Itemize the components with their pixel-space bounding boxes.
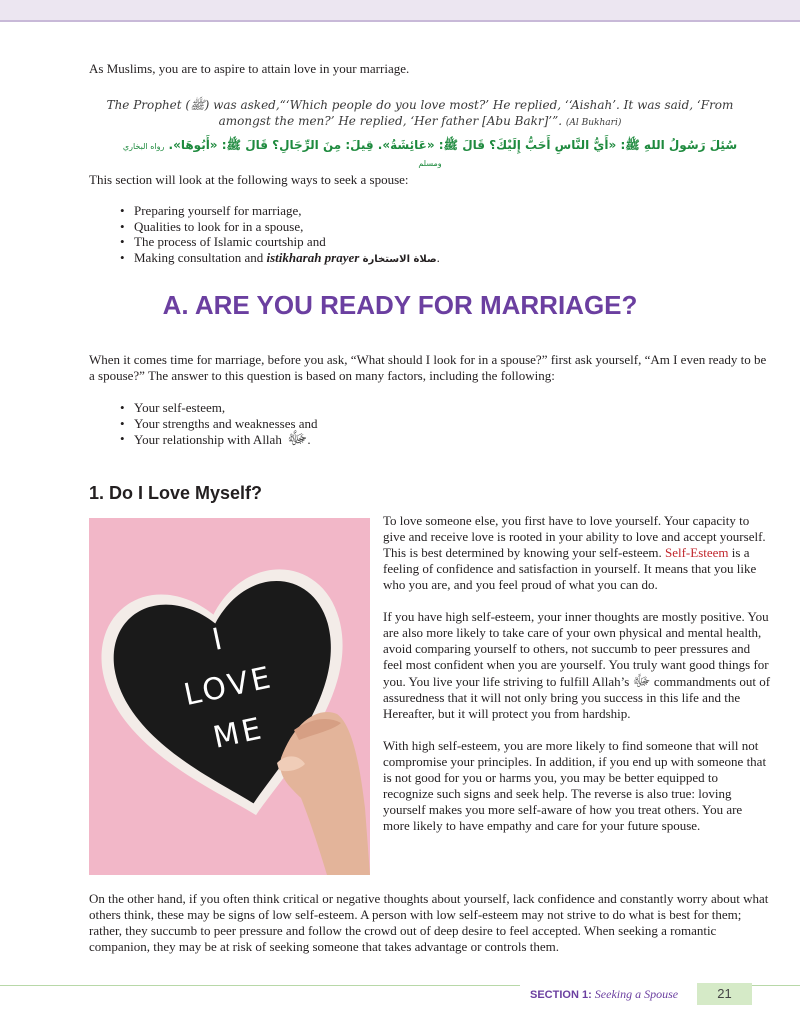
top-band (0, 0, 800, 20)
list-item: • Your strengths and weaknesses and (120, 416, 318, 432)
top-rule (0, 20, 800, 22)
ready-paragraph: When it comes time for marriage, before you ask, “What should I look for in a spouse?” first ask yourself, “Am I even ready to be a spouse?” The answer to this question is based on many factors, including the following: (89, 352, 767, 383)
paragraph: With high self-esteem, you are more likely to find someone that will not compromise your principles. In addition, if you end up with someone that is not good for you or harms you, you may be better equipped to recognize such signs and seek help. The reverse is also true: loving yourself makes you more self-aware of how you treat others. You are more likely to have empathy and care for your future spouse. (383, 738, 767, 833)
allah-glyph-icon: ﷻ (287, 428, 308, 449)
allah-glyph-icon: ﷻ (632, 671, 651, 690)
hadith-source: (Al Bukhari) (565, 118, 622, 128)
list-item: • Your relationship with Allah ﷻ. (120, 431, 318, 448)
arabic-hadith (110, 138, 750, 169)
section-heading: A. ARE YOU READY FOR MARRIAGE? (162, 290, 638, 320)
list-item: • Qualities to look for in a spouse, (120, 219, 440, 235)
ways-list (120, 203, 440, 267)
hadith-line-2: amongst the men?’ He replied, ‘Her father [Abu Bakr]’”. (Al Bukhari) (218, 114, 622, 128)
heart-text-line-1: I (209, 621, 229, 658)
factors-list (120, 400, 318, 448)
subheading: 1. Do I Love Myself? (89, 483, 263, 503)
list-item: • The process of Islamic courtship and (120, 234, 440, 250)
heart-photo (89, 518, 370, 875)
arabic-hadith-text: سُئِلَ رَسُولُ اللهِ ﷺ: «أَيُّ النَّاسِ أَحَبُّ إِلَيْكَ؟ قَالَ ﷺ: «عَائِشَةُ». قِيلَ: مِنَ الرِّجَالِ؟ قَالَ ﷺ: «أَبُوهَا». (168, 138, 738, 152)
list-item: • Your self-esteem, (120, 400, 318, 416)
hadith-quote (80, 97, 760, 131)
list-item: • Making consultation and istikharah prayer صلاة الاستخارة. (120, 250, 440, 268)
heart-illustration (89, 518, 370, 875)
heart-text-line-3: ME (210, 711, 268, 756)
page-number: 21 (717, 986, 732, 1001)
running-footer: SECTION 1: Seeking a Spouse (530, 987, 679, 1001)
body-column (383, 513, 771, 834)
hadith-line-1: The Prophet (ﷺ) was asked,“‘Which people do you love most?’ He replied, ‘‘Aishah’. It was said, ‘From (106, 98, 734, 112)
closing-paragraph: On the other hand, if you often think critical or negative thoughts about yourself, lack confidence and constantly worry about what others think, these may be signs of low self-esteem. A person with low self-esteem may not strive to do what is best for them; rather, they succumb to peer pressure and follow the crowd out of deep desire to feel accepted. When seeking a romantic companion, they may be at risk of seeking someone that takes advantage or controls them. (89, 891, 769, 954)
key-term: Self-Esteem (664, 545, 729, 560)
paragraph: To love someone else, you first have to love yourself. Your capacity to give and receive love is rooted in your ability to love and accept yourself. This is best determined by knowing your self-esteem. Self-Esteem is a feeling of confidence and satisfaction in yourself. It means that you like who you are, and you feel proud of what you can do. (383, 513, 766, 592)
section-intro: This section will look at the following ways to seek a spouse: (89, 172, 409, 187)
list-item: • Preparing yourself for marriage, (120, 203, 440, 219)
arabic-hadith-ref: رواه البخاري ومسلم (122, 142, 442, 168)
heart-text-line-2: LOVE (180, 660, 277, 714)
intro-text: As Muslims, you are to aspire to attain love in your marriage. (89, 61, 410, 76)
paragraph: If you have high self-esteem, your inner thoughts are mostly positive. You are also more likely to take care of your own physical and mental health, avoid comparing yourself to others, not succumb to peer pressures and feel most confident when you are yourself. You truly want good things for you. You live your life striving to fulfill Allah’s ﷻ commandments out of assuredness that it will not only bring you success in this life and the Hereafter, but it will protect you from hardship. (383, 609, 771, 721)
footer-rule (0, 985, 520, 986)
